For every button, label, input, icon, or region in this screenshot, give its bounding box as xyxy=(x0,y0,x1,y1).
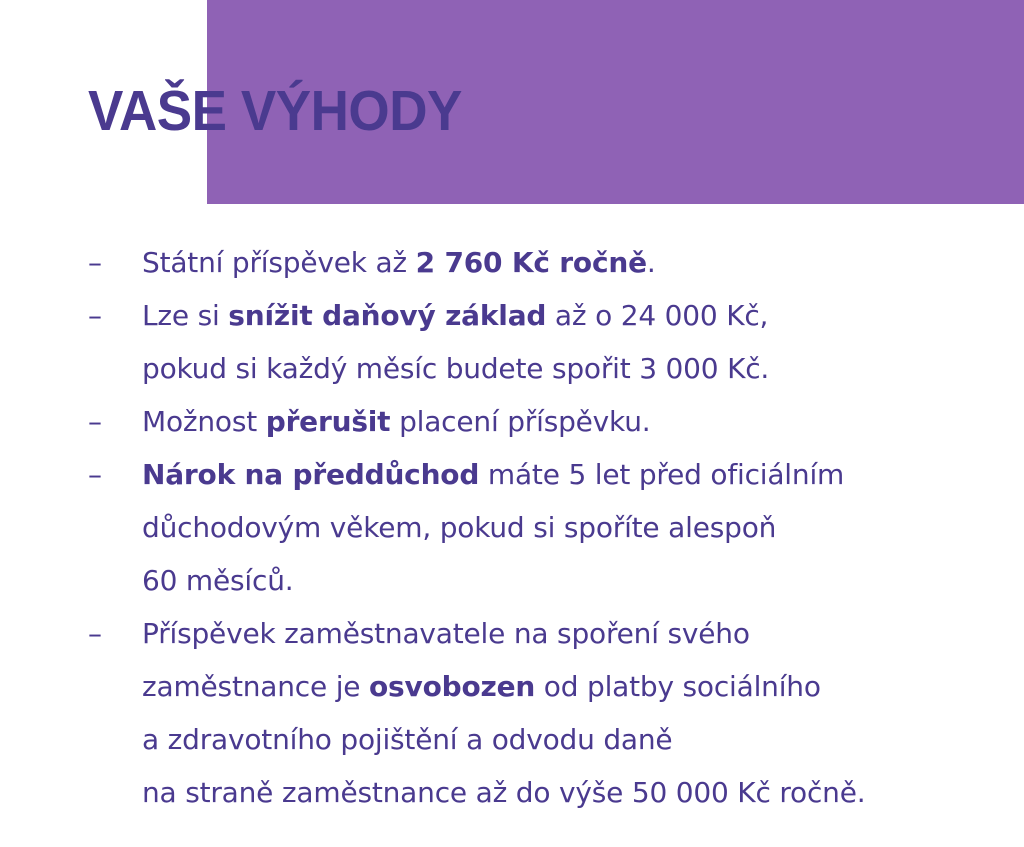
benefit-item xyxy=(0,236,1024,289)
benefit-text: a zdravotního pojištění a odvodu daně xyxy=(142,723,673,756)
benefit-text: důchodovým věkem, pokud si spoříte alespoň xyxy=(142,511,777,544)
benefit-text: 60 měsíců. xyxy=(142,564,294,597)
benefit-line xyxy=(142,660,1024,713)
benefit-text: pokud si každý měsíc budete spořit 3 000 Kč. xyxy=(142,352,770,385)
benefit-text: až o 24 000 Kč, xyxy=(546,299,769,332)
highlighted-text: snížit daňový základ xyxy=(228,299,547,332)
benefit-text: máte 5 let před oficiálním xyxy=(479,458,845,491)
benefit-text: Státní příspěvek až xyxy=(142,246,416,279)
benefit-text: Lze si xyxy=(142,299,229,332)
benefit-text: Příspěvek zaměstnavatele na spoření svého xyxy=(142,617,750,650)
highlighted-text: přerušit xyxy=(265,405,391,438)
benefit-item xyxy=(0,448,1024,607)
benefit-line xyxy=(142,607,1024,660)
list-dash-marker: – xyxy=(88,299,102,332)
benefit-line xyxy=(142,395,1024,448)
benefit-line xyxy=(142,236,1024,289)
benefit-line xyxy=(142,342,1024,395)
benefit-text: zaměstnance je xyxy=(142,670,370,703)
benefit-text: od platby sociálního xyxy=(535,670,821,703)
benefit-item xyxy=(0,607,1024,819)
benefit-text: placení příspěvku. xyxy=(390,405,651,438)
page-title: VAŠE VÝHODY xyxy=(88,79,462,143)
benefit-text: Možnost xyxy=(142,405,266,438)
benefit-item xyxy=(0,289,1024,395)
list-dash-marker: – xyxy=(88,617,102,650)
benefit-text: . xyxy=(646,246,656,279)
benefit-line xyxy=(142,554,1024,607)
benefits-list xyxy=(0,236,1024,819)
list-dash-marker: – xyxy=(88,458,102,491)
list-dash-marker: – xyxy=(88,246,102,279)
benefit-line xyxy=(142,448,1024,501)
benefit-line xyxy=(142,766,1024,819)
benefit-item xyxy=(0,395,1024,448)
benefit-line xyxy=(142,713,1024,766)
highlighted-text: Nárok na předdůchod xyxy=(142,458,480,491)
list-dash-marker: – xyxy=(88,405,102,438)
benefit-text: na straně zaměstnance až do výše 50 000 Kč ročně. xyxy=(142,776,866,809)
benefit-line xyxy=(142,501,1024,554)
benefit-line xyxy=(142,289,1024,342)
highlighted-text: osvobozen xyxy=(369,670,536,703)
highlighted-text: 2 760 Kč ročně xyxy=(415,246,647,279)
